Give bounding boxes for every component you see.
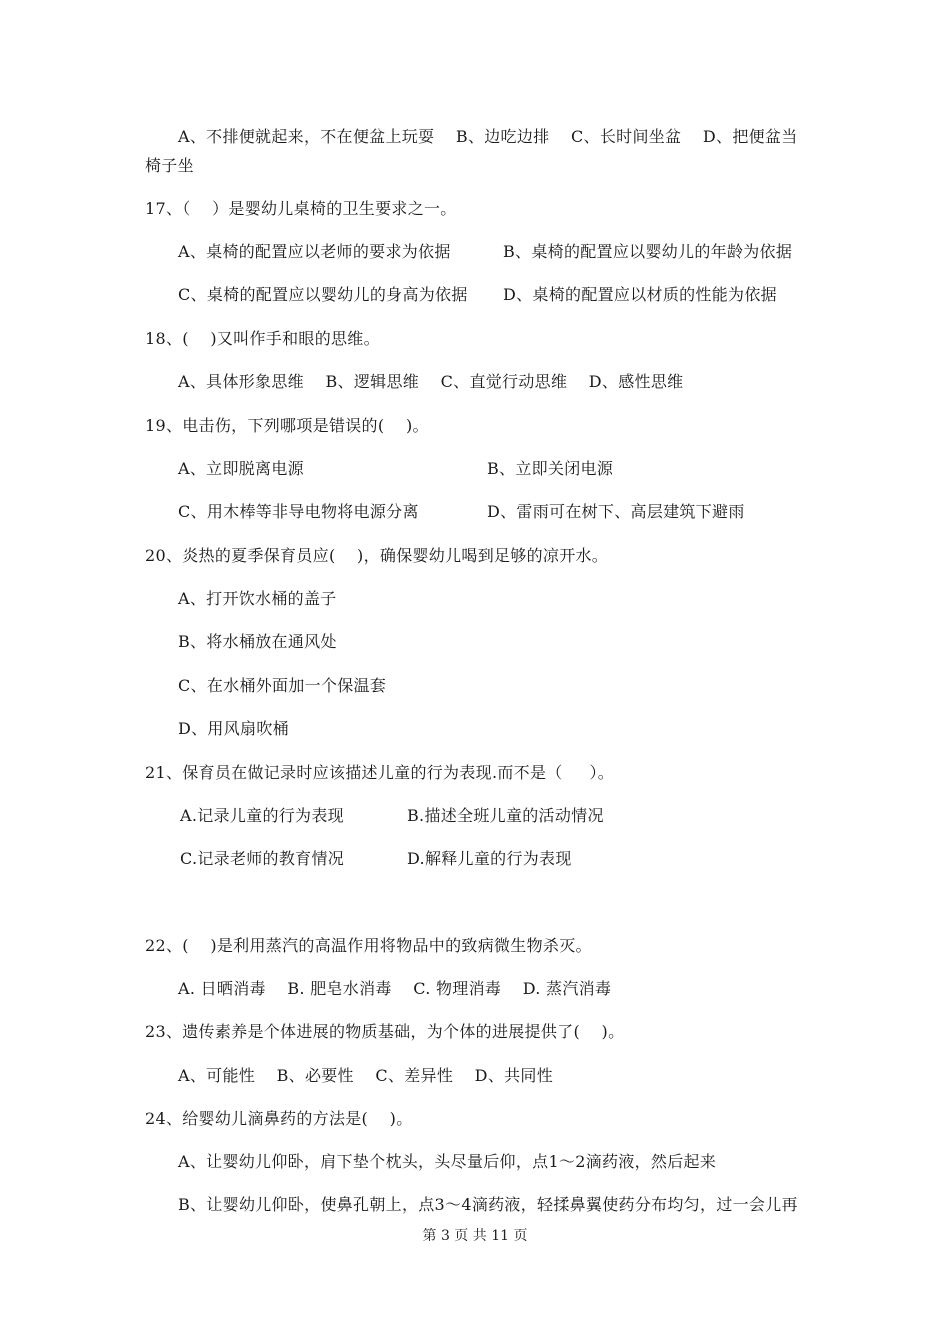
q19-option-a: A、立即脱离电源 [178,459,304,478]
q17-stem: 17、（ ）是婴幼儿桌椅的卫生要求之一。 [145,199,457,218]
q21-option-a: A.记录儿童的行为表现 [180,806,344,825]
q17-option-b: B、桌椅的配置应以婴幼儿的年龄为依据 [503,242,793,261]
q22-stem: 22、( )是利用蒸汽的高温作用将物品中的致病微生物杀灭。 [145,936,592,955]
q16-options-line2: 椅子坐 [145,156,194,175]
q18-options: A、具体形象思维 B、逻辑思维 C、直觉行动思维 D、感性思维 [178,372,684,391]
q19-option-d: D、雷雨可在树下、高层建筑下避雨 [487,502,745,521]
q21-option-c: C.记录老师的教育情况 [180,849,345,868]
q17-option-a: A、桌椅的配置应以老师的要求为依据 [178,242,451,261]
q19-stem: 19、电击伤，下列哪项是错误的( )。 [145,416,429,435]
q16-options-line1: A、不排便就起来，不在便盆上玩耍 B、边吃边排 C、长时间坐盆 D、把便盆当 [178,127,798,146]
page-footer: 第 3 页 共 11 页 [422,1228,528,1244]
q24-stem: 24、给婴幼儿滴鼻药的方法是( )。 [145,1109,413,1128]
q20-option-b: B、将水桶放在通风处 [178,632,337,651]
q21-option-d: D.解释儿童的行为表现 [407,849,572,868]
q20-option-d: D、用风扇吹桶 [178,719,289,738]
q17-option-c: C、桌椅的配置应以婴幼儿的身高为依据 [178,285,468,304]
q17-option-d: D、桌椅的配置应以材质的性能为依据 [503,285,777,304]
q24-option-a: A、让婴幼儿仰卧，肩下垫个枕头，头尽量后仰，点1～2滴药液，然后起来 [178,1152,717,1171]
q23-stem: 23、遗传素养是个体进展的物质基础，为个体的进展提供了( )。 [145,1022,625,1041]
q19-option-b: B、立即关闭电源 [487,459,614,478]
q18-stem: 18、( )又叫作手和眼的思维。 [145,329,380,348]
q20-option-a: A、打开饮水桶的盖子 [178,589,337,608]
q21-option-b: B.描述全班儿童的活动情况 [407,806,604,825]
q20-stem: 20、炎热的夏季保育员应( )，确保婴幼儿喝到足够的凉开水。 [145,546,609,565]
q21-stem: 21、保育员在做记录时应该描述儿童的行为表现.而不是（ ）。 [145,763,615,782]
q20-option-c: C、在水桶外面加一个保温套 [178,676,387,695]
q23-options: A、可能性 B、必要性 C、差异性 D、共同性 [178,1066,554,1085]
q19-option-c: C、用木棒等非导电物将电源分离 [178,502,419,521]
q22-options: A. 日晒消毒 B. 肥皂水消毒 C. 物理消毒 D. 蒸汽消毒 [178,979,612,998]
q24-option-b: B、让婴幼儿仰卧，使鼻孔朝上，点3～4滴药液，轻揉鼻翼使药分布均匀，过一会儿再 [178,1195,798,1214]
